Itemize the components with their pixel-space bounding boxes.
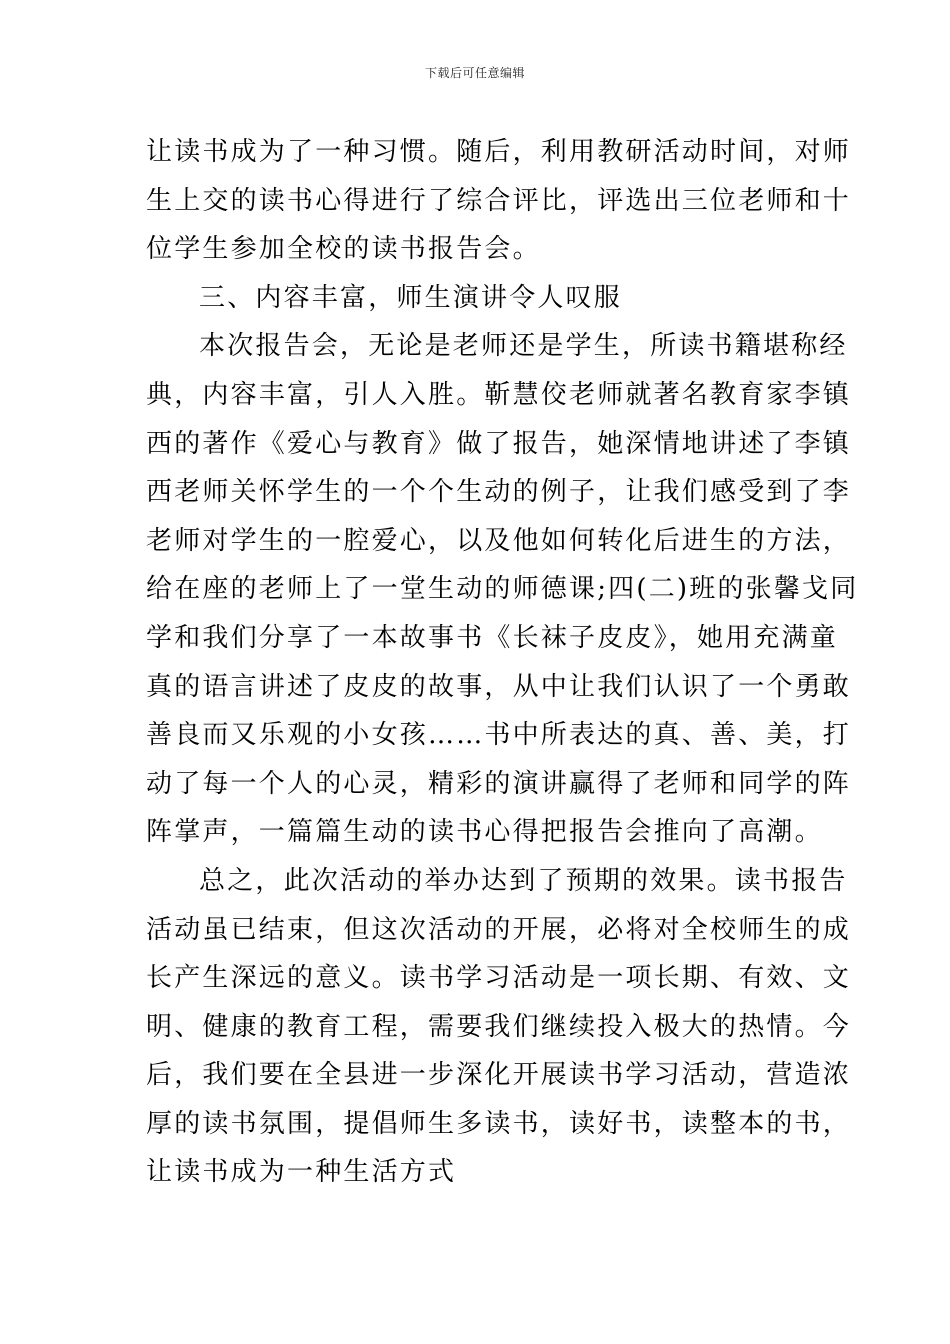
page-header: 下载后可任意编辑 xyxy=(424,66,525,80)
text-line: 长产生深远的意义。读书学习活动是一项长期、有效、文 xyxy=(146,963,852,994)
document-body xyxy=(146,128,859,1197)
text-line: 厚的读书氛围，提倡师生多读书，读好书，读整本的书， xyxy=(146,1108,852,1139)
text-line: 西老师关怀学生的一个个生动的例子，让我们感受到了李 xyxy=(146,477,852,508)
text-line: 动了每一个人的心灵，精彩的演讲赢得了老师和同学的阵 xyxy=(146,768,852,799)
section-heading: 三、内容丰富，师生演讲令人叹服 xyxy=(199,282,623,313)
text-line: 让读书成为了一种习惯。随后，利用教研活动时间，对师 xyxy=(146,137,852,167)
text-line: 阵掌声，一篇篇生动的读书心得把报告会推向了高潮。 xyxy=(146,817,823,848)
text-line: 明、健康的教育工程，需要我们继续投入极大的热情。今 xyxy=(146,1011,852,1042)
text-line: 活动虽已结束，但这次活动的开展，必将对全校师生的成 xyxy=(146,914,852,945)
text-line: 后，我们要在全县进一步深化开展读书学习活动，营造浓 xyxy=(146,1060,852,1091)
text-line: 让读书成为一种生活方式 xyxy=(146,1157,457,1188)
text-line: 生上交的读书心得进行了综合评比，评选出三位老师和十 xyxy=(146,185,852,216)
text-line: 善良而又乐观的小女孩……书中所表达的真、善、美，打 xyxy=(146,720,852,751)
text-line: 给在座的老师上了一堂生动的师德课;四(二)班的张馨戈同 xyxy=(146,574,859,605)
text-line: 学和我们分享了一本故事书《长袜子皮皮》，她用充满童 xyxy=(146,622,839,653)
text-line: 总之，此次活动的举办达到了预期的效果。读书报告 xyxy=(199,865,848,896)
text-line: 本次报告会，无论是老师还是学生，所读书籍堪称经 xyxy=(199,331,848,362)
text-line: 西的著作《爱心与教育》做了报告，她深情地讲述了李镇 xyxy=(146,428,852,459)
text-line: 老师对学生的一腔爱心，以及他如何转化后进生的方法， xyxy=(146,525,852,556)
text-line: 位学生参加全校的读书报告会。 xyxy=(146,234,541,265)
text-line: 典，内容丰富，引人入胜。靳慧佼老师就著名教育家李镇 xyxy=(146,379,852,410)
text-line: 真的语言讲述了皮皮的故事，从中让我们认识了一个勇敢 xyxy=(146,671,852,702)
